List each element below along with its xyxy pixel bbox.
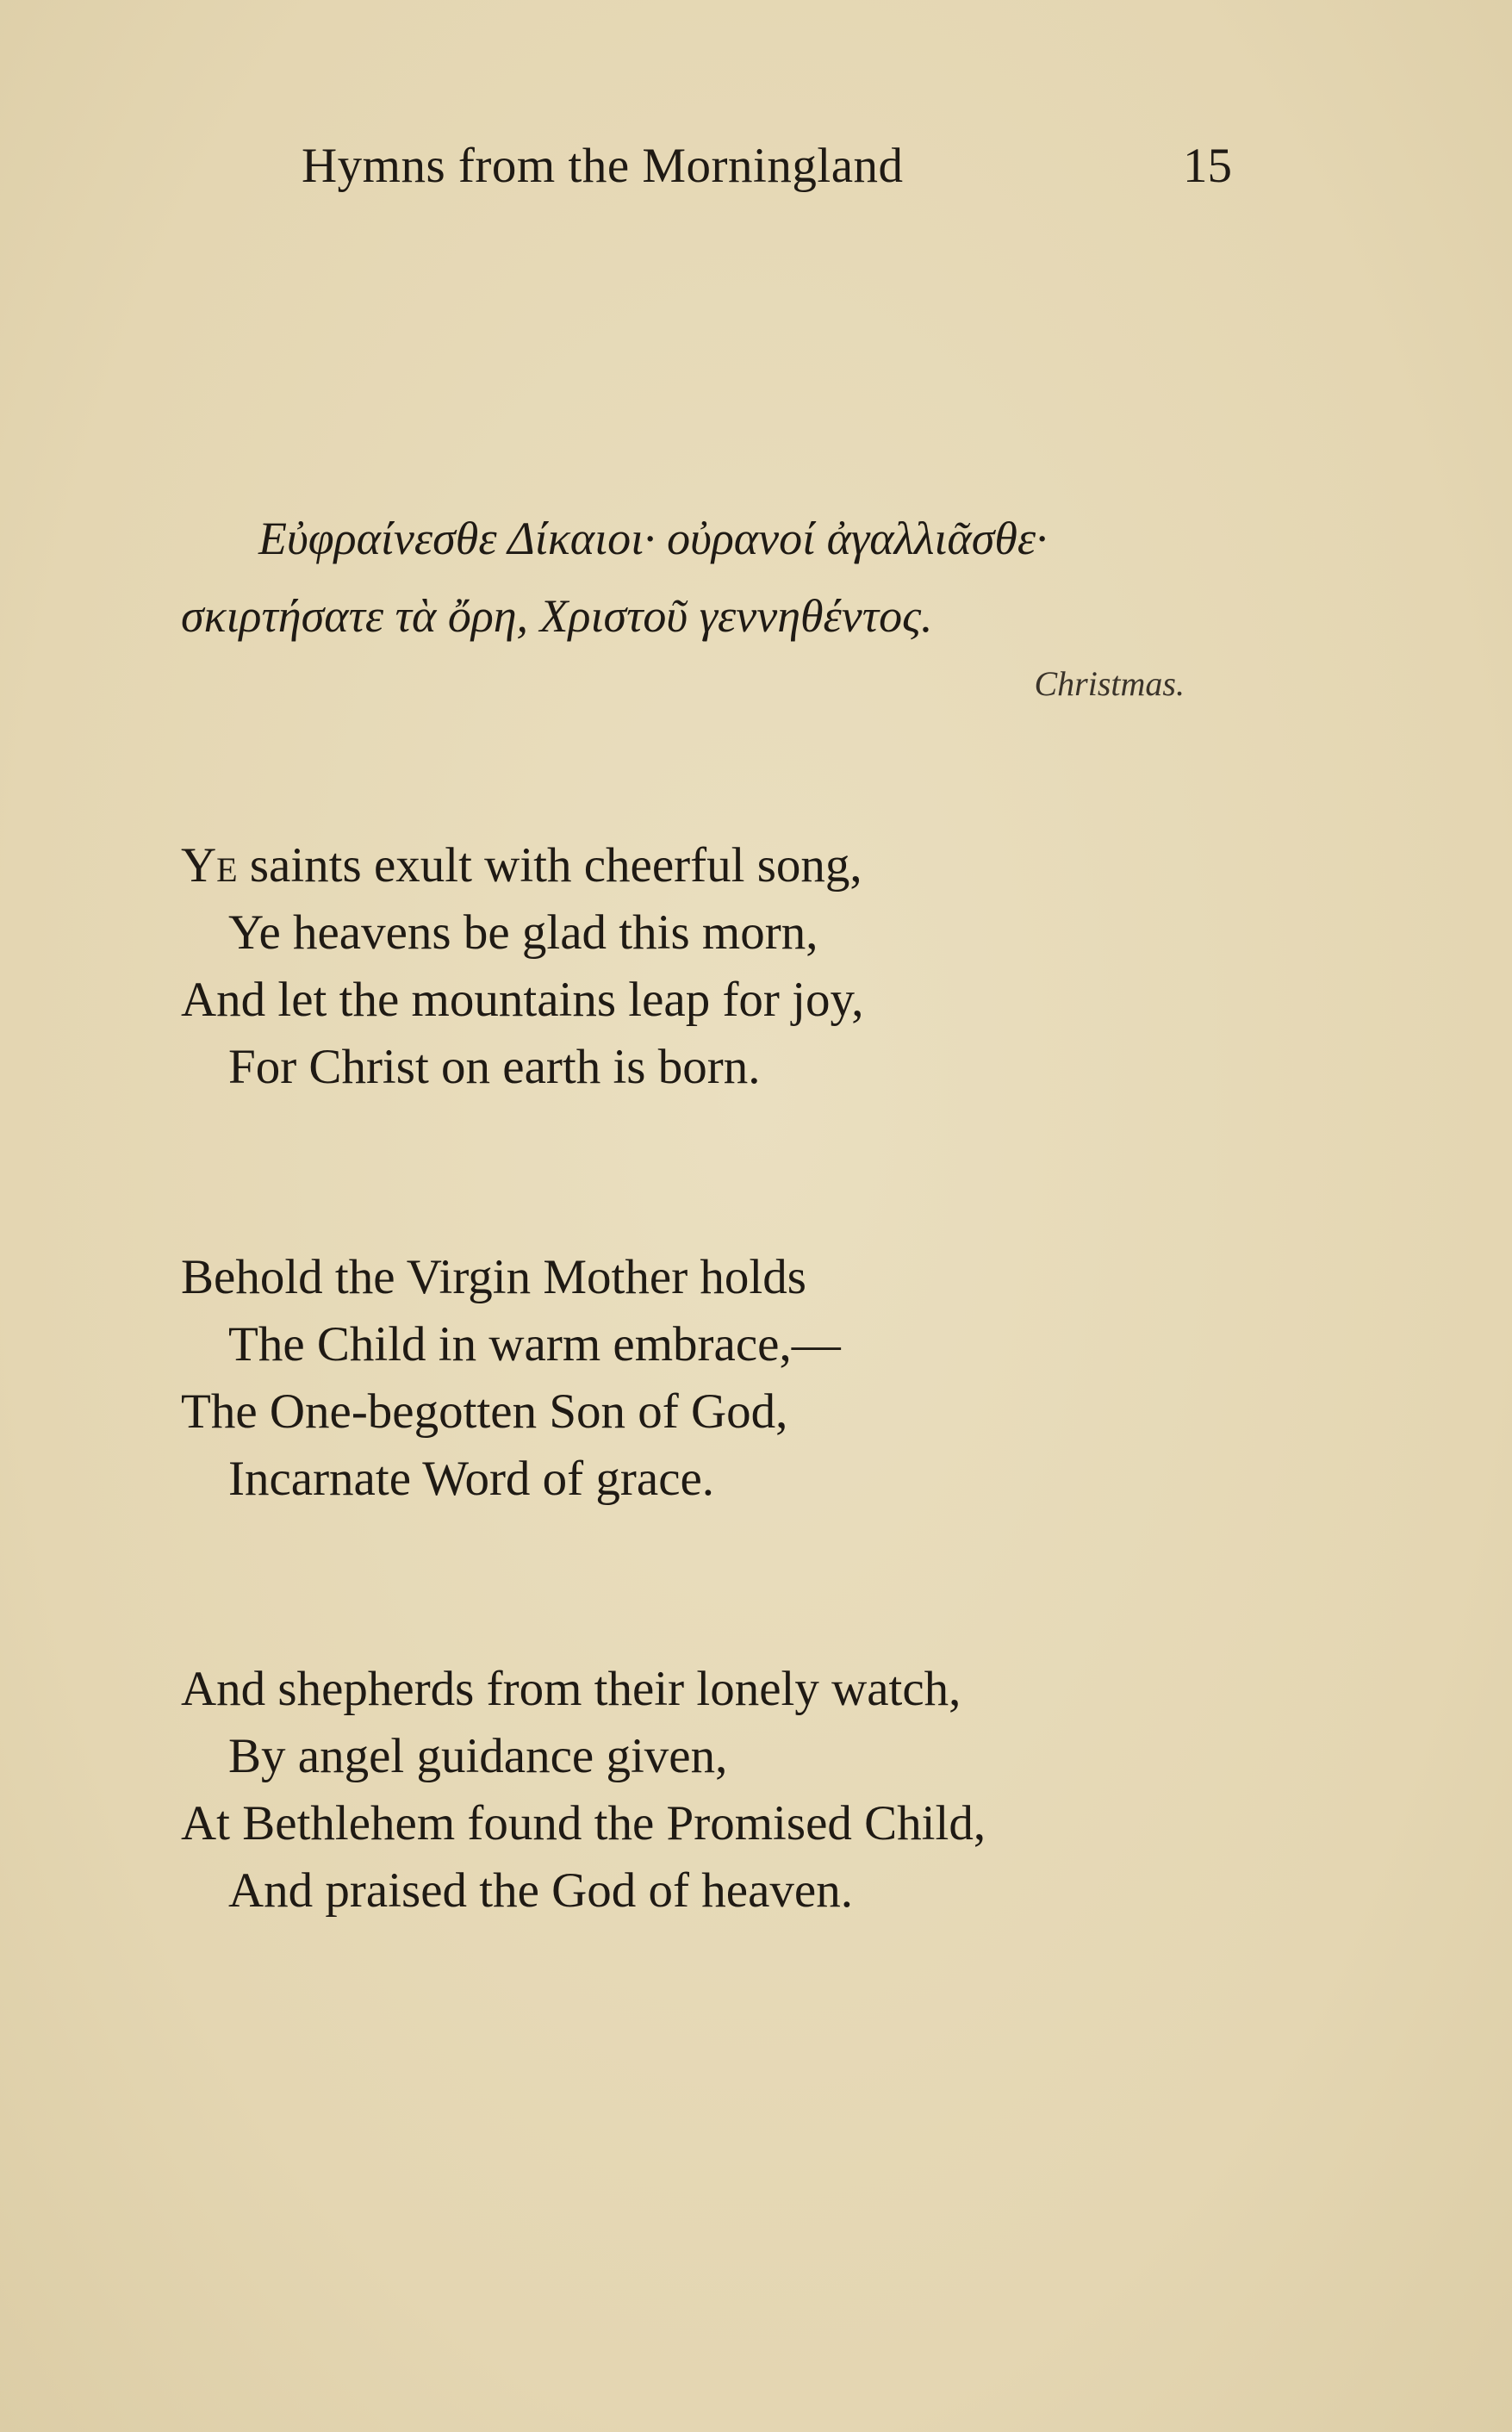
stanza-2-line-2: The Child in warm embrace,— xyxy=(228,1317,841,1371)
stanza-2-line-1: Behold the Virgin Mother holds xyxy=(181,1250,806,1304)
page-header xyxy=(302,138,1232,207)
stanza-numeral-1 xyxy=(0,765,681,806)
stanza-3-line-2: By angel guidance given, xyxy=(228,1729,728,1783)
stanza-2 xyxy=(181,1244,841,1513)
stanza-3-line-4: And praised the God of heaven. xyxy=(228,1863,853,1918)
epigraph-source: Christmas. xyxy=(1034,664,1185,703)
stanza-2-line-3: The One-begotten Son of God, xyxy=(181,1384,788,1439)
stanza-1-line-1-rest: saints exult with cheerful song, xyxy=(237,838,862,893)
epigraph-line-1: Εὐφραίνεσθε Δίκαιοι· οὐρανοί ἀγαλλιᾶσθε· xyxy=(258,513,1048,564)
epigraph-line-2: σκιρτήσατε τὰ ὄρη, Χριστοῦ γεννηθέντος. xyxy=(181,590,933,642)
stanza-3-line-1: And shepherds from their lonely watch, xyxy=(181,1662,961,1716)
stanza-1-line-3: And let the mountains leap for joy, xyxy=(181,973,864,1027)
page-number: 15 xyxy=(1183,139,1232,193)
stanza-3 xyxy=(181,1656,986,1925)
stanza-1 xyxy=(181,832,864,1101)
stanza-2-line-4: Incarnate Word of grace. xyxy=(228,1452,715,1506)
greek-epigraph xyxy=(181,500,1198,655)
stanza-1-line-1 xyxy=(181,832,864,899)
stanza-1-line-2: Ye heavens be glad this morn, xyxy=(228,905,818,960)
drop-word: Ye xyxy=(181,838,238,893)
running-title: Hymns from the Morningland xyxy=(302,139,904,193)
stanza-1-line-4: For Christ on earth is born. xyxy=(228,1040,761,1094)
stanza-numeral-2 xyxy=(0,1176,681,1217)
stanza-3-line-3: At Bethlehem found the Promised Child, xyxy=(181,1796,986,1850)
stanza-numeral-3 xyxy=(0,1588,681,1629)
